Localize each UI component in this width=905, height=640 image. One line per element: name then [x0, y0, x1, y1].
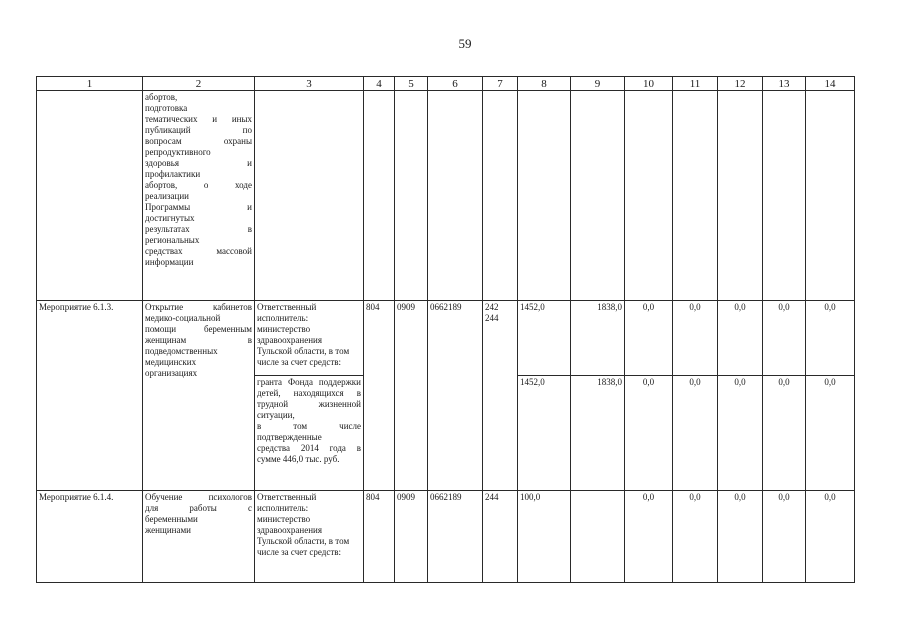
text-line: Открытие кабинетов	[145, 302, 252, 312]
text-line: здравоохранения	[257, 335, 323, 345]
column-header: 5	[395, 77, 428, 91]
text-line: числе за счет средств:	[257, 357, 342, 367]
value-col9: 1838,0	[571, 376, 625, 491]
value-col13: 0,0	[763, 301, 806, 376]
text-line: Программы и	[145, 202, 252, 212]
value-col10: 0,0	[625, 301, 673, 376]
text-line: подведомственных	[145, 346, 218, 356]
cell-empty	[571, 91, 625, 301]
value-col11: 0,0	[673, 376, 718, 491]
value-col14: 0,0	[806, 491, 855, 583]
text-line: средства 2014 года в	[257, 443, 361, 453]
text-line: женщинам в	[145, 335, 252, 345]
text-line: числе за счет средств:	[257, 547, 342, 557]
text-line: публикаций по	[145, 125, 252, 135]
column-header: 14	[806, 77, 855, 91]
value-col10: 0,0	[625, 491, 673, 583]
executor-cell	[255, 301, 364, 376]
table-row-m614	[37, 491, 855, 583]
value-col8: 1452,0	[518, 301, 571, 376]
text-line: результатах в	[145, 224, 252, 234]
column-header: 8	[518, 77, 571, 91]
column-header: 11	[673, 77, 718, 91]
text-line: репродуктивного	[145, 147, 211, 157]
value-col11: 0,0	[673, 491, 718, 583]
text-line: здравоохранения	[257, 525, 323, 535]
text-line: в том числе	[257, 421, 361, 431]
value-col14: 0,0	[806, 301, 855, 376]
table-row-continuation	[37, 91, 855, 301]
text-line: помощи беременным	[145, 324, 252, 334]
value-col8: 1452,0	[518, 376, 571, 491]
value-col13: 0,0	[763, 376, 806, 491]
cell-empty	[483, 91, 518, 301]
text-line: вопросам охраны	[145, 136, 252, 146]
text-line: реализации	[145, 191, 189, 201]
text-line: подтвержденные	[257, 432, 322, 442]
text-line: профилактики	[145, 169, 201, 179]
vr-code	[483, 301, 518, 491]
vr-code: 244	[483, 491, 518, 583]
column-number-row	[37, 77, 855, 91]
vr-code-1: 242	[485, 302, 499, 312]
cell-empty	[428, 91, 483, 301]
funding-source-cell	[255, 376, 364, 491]
text-line: беременными	[145, 514, 198, 524]
column-header: 10	[625, 77, 673, 91]
cell-empty	[673, 91, 718, 301]
table-row-m613	[37, 301, 855, 376]
value-col12: 0,0	[718, 376, 763, 491]
column-header: 4	[364, 77, 395, 91]
column-header: 13	[763, 77, 806, 91]
cell-empty	[763, 91, 806, 301]
cell-empty	[395, 91, 428, 301]
grbs-code: 804	[364, 301, 395, 491]
value-col13: 0,0	[763, 491, 806, 583]
text-line: сумме 446,0 тыс. руб.	[257, 454, 340, 464]
cell-empty	[364, 91, 395, 301]
grbs-code: 804	[364, 491, 395, 583]
csr-code: 0662189	[428, 491, 483, 583]
text-line: Тульской области, в том	[257, 536, 350, 546]
cell-empty	[518, 91, 571, 301]
text-line: гранта Фонда поддержки	[257, 377, 361, 387]
cell-empty	[37, 91, 143, 301]
text-line: медико-социальной	[145, 313, 221, 323]
measure-name: Мероприятие 6.1.3.	[37, 301, 143, 491]
value-col11: 0,0	[673, 301, 718, 376]
text-line: исполнитель:	[257, 503, 309, 513]
rzpr-code: 0909	[395, 491, 428, 583]
measure-name: Мероприятие 6.1.4.	[37, 491, 143, 583]
continued-description	[143, 91, 255, 301]
vr-code-2: 244	[485, 313, 499, 323]
value-col12: 0,0	[718, 491, 763, 583]
text-line: Тульской области, в том	[257, 346, 350, 356]
text-line: подготовка	[145, 103, 188, 113]
column-header: 6	[428, 77, 483, 91]
text-line: женщинами	[145, 525, 191, 535]
text-line: министерство	[257, 324, 311, 334]
text-line: средствах массовой	[145, 246, 252, 256]
value-col14: 0,0	[806, 376, 855, 491]
rzpr-code: 0909	[395, 301, 428, 491]
text-line: исполнитель:	[257, 313, 309, 323]
column-header: 3	[255, 77, 364, 91]
csr-code: 0662189	[428, 301, 483, 491]
column-header: 12	[718, 77, 763, 91]
cell-empty	[255, 91, 364, 301]
text-line: организациях	[145, 368, 198, 378]
executor-cell	[255, 491, 364, 583]
text-line: медицинских	[145, 357, 197, 367]
text-line: Ответственный	[257, 302, 317, 312]
text-line: абортов, о ходе	[145, 180, 252, 190]
value-col10: 0,0	[625, 376, 673, 491]
column-header: 1	[37, 77, 143, 91]
text-line: региональных	[145, 235, 200, 245]
value-col8: 100,0	[518, 491, 571, 583]
text-line: информации	[145, 257, 194, 267]
text-line: тематических и иных	[145, 114, 252, 124]
text-line: для работы с	[145, 503, 252, 513]
cell-empty	[806, 91, 855, 301]
value-col9	[571, 491, 625, 583]
page-number: 59	[458, 36, 472, 51]
text-line: трудной жизненной	[257, 399, 361, 409]
column-header: 9	[571, 77, 625, 91]
measure-description	[143, 301, 255, 491]
text-line: абортов,	[145, 92, 178, 102]
value-col12: 0,0	[718, 301, 763, 376]
measure-description	[143, 491, 255, 583]
text-line: ситуации,	[257, 410, 295, 420]
value-col9: 1838,0	[571, 301, 625, 376]
text-line: Ответственный	[257, 492, 317, 502]
text-line: министерство	[257, 514, 311, 524]
text-line: детей, находящихся в	[257, 388, 361, 398]
cell-empty	[718, 91, 763, 301]
budget-table	[36, 76, 855, 583]
cell-empty	[625, 91, 673, 301]
column-header: 7	[483, 77, 518, 91]
text-line: здоровья и	[145, 158, 252, 168]
text-line: достигнутых	[145, 213, 195, 223]
column-header: 2	[143, 77, 255, 91]
text-line: Обучение психологов	[145, 492, 252, 502]
